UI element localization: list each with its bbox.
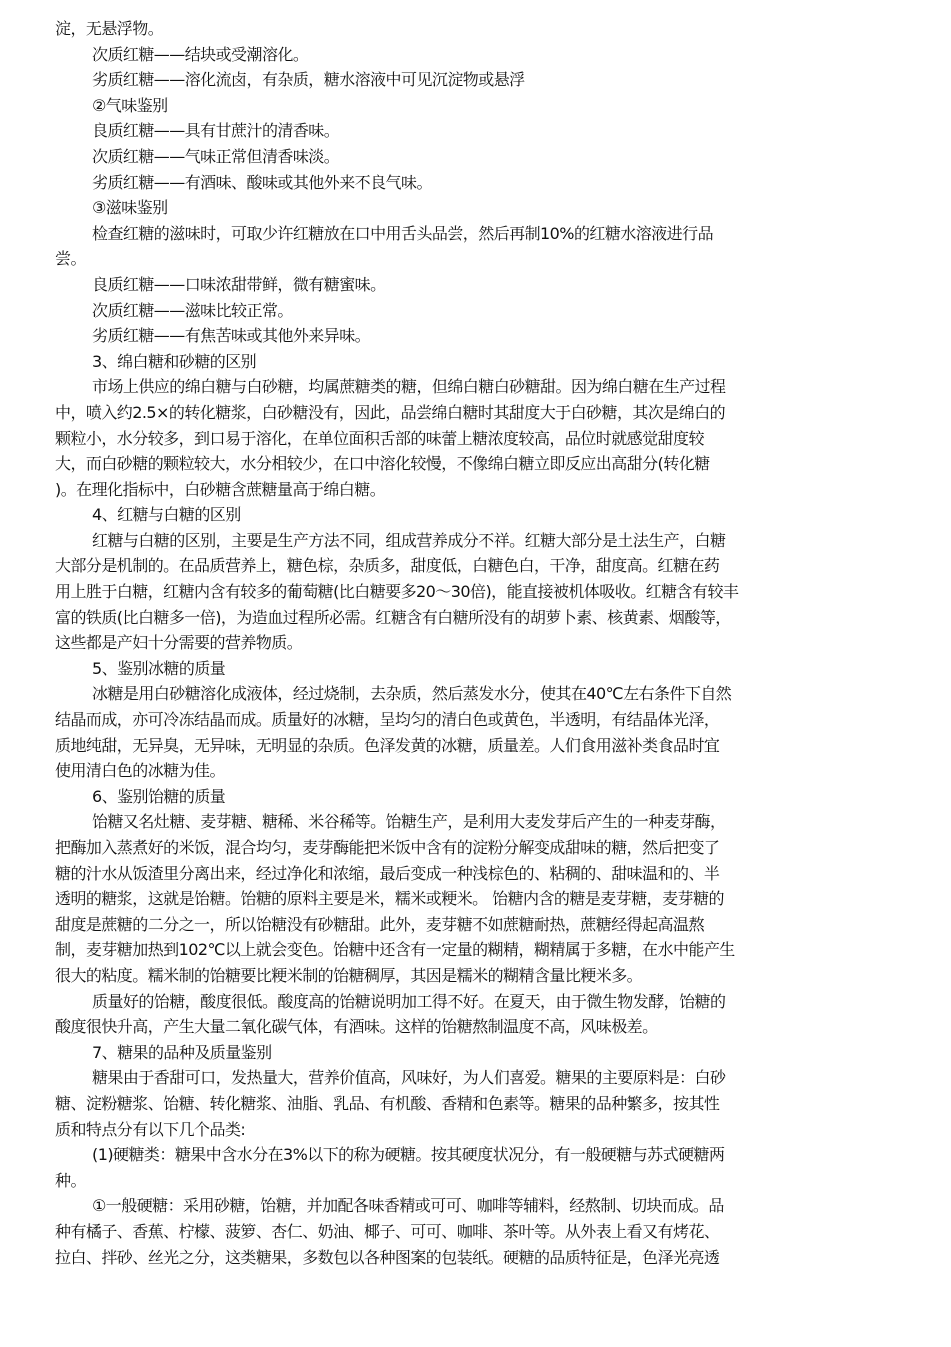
- text-line: 颗粒小，水分较多，到口易于溶化，在单位面积舌部的味蕾上糖浓度较高，品位时就感觉甜度较: [55, 428, 704, 448]
- text-line: 良质红糖——具有甘蔗汁的清香味。: [92, 121, 340, 141]
- text-line: 糖果由于香甜可口，发热量大，营养价值高，风味好，为人们喜爱。糖果的主要原料是：白砂: [92, 1068, 726, 1088]
- text-line: 冰糖是用白砂糖溶化成液体，经过烧制，去杂质，然后蒸发水分，使其在40℃左右条件下自然: [92, 684, 732, 704]
- text-line: 大，而白砂糖的颗粒较大，水分相较少，在口中溶化较慢，不像绵白糖立即反应出高甜分(转化糖: [55, 454, 710, 474]
- text-line: 劣质红糖——有酒味、酸味或其他外来不良气味。: [92, 172, 432, 192]
- text-line: 中，喷入约2.5×的转化糖浆，白砂糖没有，因此，品尝绵白糖时其甜度大于白砂糖，其次是绵白的: [55, 402, 726, 422]
- text-line: ③滋味鉴别: [92, 198, 168, 218]
- text-line: 红糖与白糖的区别，主要是生产方法不同，组成营养成分不祥。红糖大部分是土法生产，白糖: [92, 530, 726, 550]
- text-line: 次质红糖——结块或受潮溶化。: [92, 44, 309, 64]
- text-line: 糖的汁水从饭渣里分离出来，经过净化和浓缩，最后变成一种浅棕色的、粘稠的、甜味温和的、半: [55, 863, 720, 883]
- text-line: 质和特点分有以下几个品类:: [55, 1119, 246, 1139]
- text-line: 4、红糖与白糖的区别: [92, 505, 241, 525]
- text-line: ①一般硬糖：采用砂糖，饴糖，并加配各味香精或可可、咖啡等辅料，经熬制、切块而成。品: [92, 1196, 724, 1216]
- text-line: 劣质红糖——溶化流卤，有杂质，糖水溶液中可见沉淀物或悬浮: [92, 70, 525, 90]
- text-line: 这些都是产妇十分需要的营养物质。: [55, 633, 303, 653]
- text-line: 7、糖果的品种及质量鉴别: [92, 1042, 272, 1062]
- text-line: 次质红糖——滋味比较正常。: [92, 300, 293, 320]
- text-line: 很大的粘度。糯米制的饴糖要比粳米制的饴糖稠厚，其因是糯米的糊精含量比粳米多。: [55, 965, 643, 985]
- text-line: 甜度是蔗糖的二分之一，所以饴糖没有砂糖甜。此外，麦芽糖不如蔗糖耐热，蔗糖经得起高温熬: [55, 914, 704, 934]
- text-line: 用上胜于白糖，红糖内含有较多的葡萄糖(比白糖要多20～30倍)，能直接被机体吸收。红糖含有较丰: [55, 582, 739, 602]
- text-line: 种有橘子、香蕉、柠檬、菠箩、杏仁、奶油、椰子、可可、咖啡、茶叶等。从外表上看又有烤花、: [55, 1221, 720, 1241]
- text-line: 透明的糖浆，这就是饴糖。饴糖的原料主要是米，糯米或粳米。 饴糖内含的糖是麦芽糖，麦芽糖的: [55, 889, 724, 909]
- document-body: [55, 16, 903, 1270]
- text-line: 种。: [55, 1170, 86, 1190]
- text-line: 质地纯甜，无异臭，无异味，无明显的杂质。色泽发黄的冰糖，质量差。人们食用滋补类食品时宜: [55, 735, 720, 755]
- text-line: 制，麦芽糖加热到102℃以上就会变色。饴糖中还含有一定量的糊精，糊精属于多糖，在水中能产生: [55, 940, 735, 960]
- text-line: 淀，无悬浮物。: [55, 19, 164, 38]
- text-line: 良质红糖——口味浓甜带鲜，微有糖蜜味。: [92, 274, 386, 294]
- text-line: 市场上供应的绵白糖与白砂糖，均属蔗糖类的糖，但绵白糖白砂糖甜。因为绵白糖在生产过程: [92, 377, 726, 397]
- text-line: 饴糖又名灶糖、麦芽糖、糖稀、米谷稀等。饴糖生产，是利用大麦发芽后产生的一种麦芽酶，: [92, 812, 726, 832]
- text-line: 富的铁质(比白糖多一倍)，为造血过程所必需。红糖含有白糖所没有的胡萝卜素、核黄素、烟酸等，: [55, 607, 731, 627]
- text-line: 检查红糖的滋味时，可取少许红糖放在口中用舌头品尝，然后再制10%的红糖水溶液进行品: [92, 223, 714, 243]
- text-line: 把酶加入蒸煮好的米饭，混合均匀，麦芽酶能把米饭中含有的淀粉分解变成甜味的糖，然后把变了: [55, 838, 720, 857]
- text-line: (1)硬糖类：糖果中含水分在3%以下的称为硬糖。按其硬度状况分，有一般硬糖与苏式硬糖两: [92, 1145, 725, 1165]
- text-line: 3、绵白糖和砂糖的区别: [92, 351, 257, 371]
- text-line: )。在理化指标中，白砂糖含蔗糖量高于绵白糖。: [55, 479, 386, 499]
- text-line: 拉白、拌砂、丝光之分，这类糖果，多数包以各种图案的包装纸。硬糖的品质特征是，色泽光亮透: [55, 1247, 720, 1267]
- text-line: 糖、淀粉糖浆、饴糖、转化糖浆、油脂、乳品、有机酸、香精和色素等。糖果的品种繁多，按其性: [55, 1093, 720, 1113]
- text-line: 使用清白色的冰糖为佳。: [55, 761, 225, 781]
- text-line: 6、鉴别饴糖的质量: [92, 786, 226, 806]
- text-line: ②气味鉴别: [92, 95, 168, 115]
- text-line: 结晶而成，亦可冷冻结晶而成。质量好的冰糖，呈均匀的清白色或黄色，半透明，有结晶体光泽，: [55, 710, 720, 730]
- text-line: 5、鉴别冰糖的质量: [92, 658, 226, 678]
- text-line: 大部分是机制的。在品质营养上，糖色棕，杂质多，甜度低，白糖色白，干净，甜度高。红糖在药: [55, 556, 720, 576]
- text-line: 质量好的饴糖，酸度很低。酸度高的饴糖说明加工得不好。在夏天，由于微生物发酵，饴糖的: [92, 991, 726, 1011]
- text-line: 尝。: [55, 249, 86, 269]
- text-line: 酸度很快升高，产生大量二氧化碳气体，有酒味。这样的饴糖熬制温度不高，风味极差。: [55, 1017, 658, 1037]
- text-line: 劣质红糖——有焦苦味或其他外来异味。: [92, 326, 371, 346]
- text-line: 次质红糖——气味正常但清香味淡。: [92, 146, 340, 166]
